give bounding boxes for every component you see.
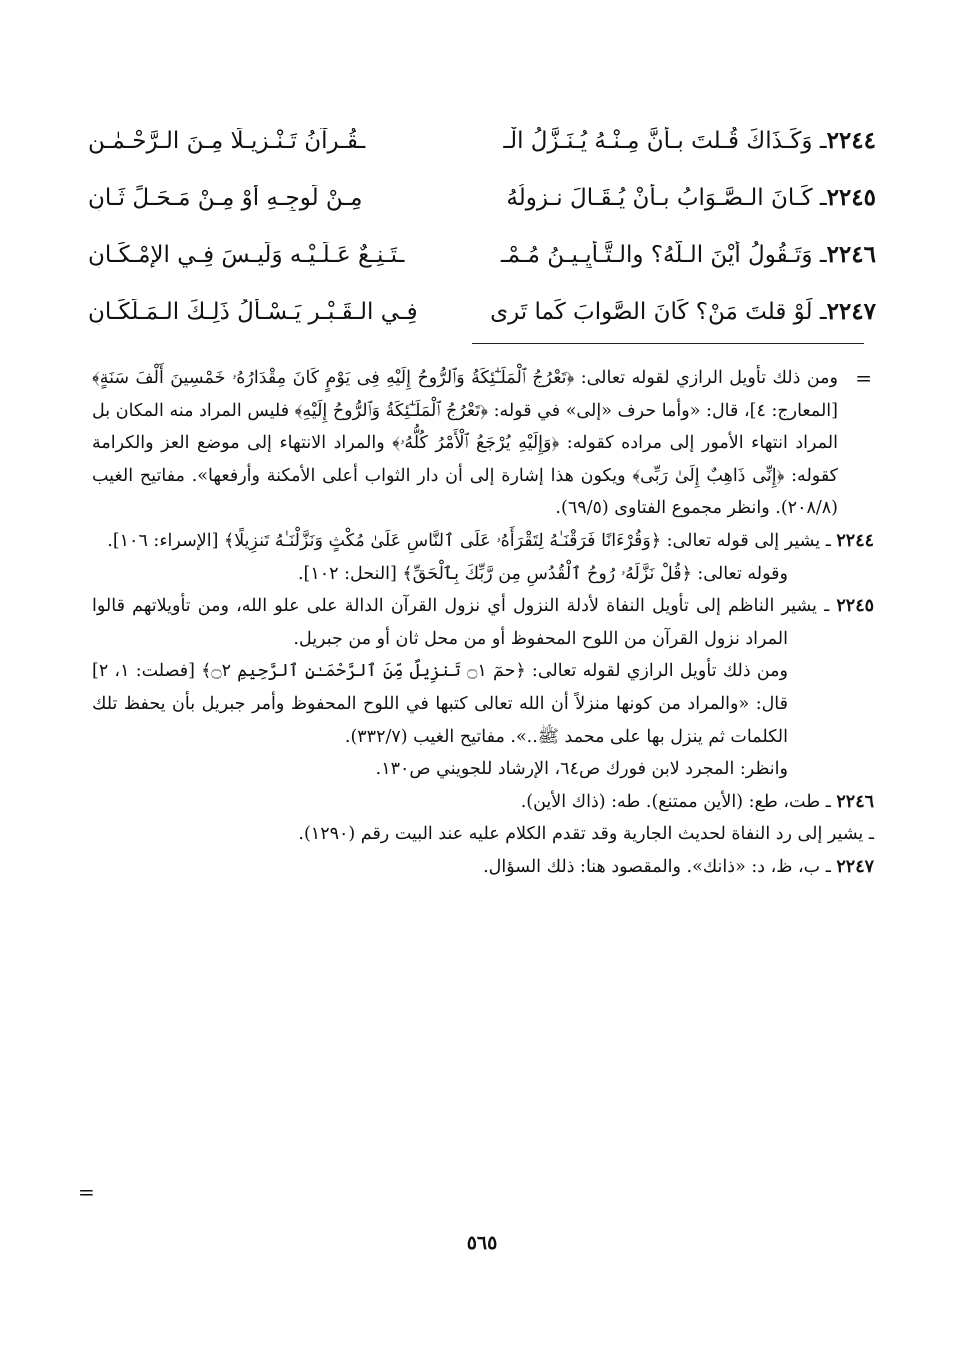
verse-second-hemistich: ـتَـنِـعٌ عَـلَـيْـه وَلَيـسَ فِـي الإمْـكَـانِ [88, 241, 405, 268]
footnotes [92, 362, 874, 884]
verse-number: ٢٢٤٥ [826, 184, 876, 211]
verse-second-hemistich: فِـي الـقَـبْـرِ يَـسْـأَلُ ذَلِـكَ الـمَـلَكَـانِ [88, 298, 418, 325]
verse-second-hemistich: ـقُـرآنُ تَـنْـزِيـلًا مِـنَ الـرَّحْـمٰـنِ [88, 127, 366, 154]
poem-verses [88, 112, 876, 340]
footnote: ٢٢٤٥ ـ يشير الناظم إلى تأويل النفاة لأدلة النزول أي نزول القرآن الدالة على علو الله، ومن تأويلاتهم قالوا المراد نزول القرآن من اللوح المحفوظ أو من محل ثان أو من جبريل. [92, 596, 874, 649]
footnote: ٢٢٤٦ ـ طت، طع: (الأين ممتنع). طه: (ذاك الأين). [520, 791, 874, 812]
verse-line [88, 283, 876, 340]
footnote-paragraph: وانظر: المجرد لابن فورك ص٦٤، الإرشاد للجويني ص١٣٠. [375, 759, 788, 780]
verse-number: ٢٢٤٦ [826, 241, 876, 268]
footnote: ٢٢٤٤ ـ يشير إلى قوله تعالى: ﴿وَقُرْءَانًا فَرَقْنَـٰهُ لِتَقْرَأَهُۥ عَلَى ٱلنَّاسِ عَلَىٰ مُكْثٍ وَنَزَّلْنَـٰهُ تَنزِيلًا﴾ [الإسراء: ١٠٦]. [107, 530, 874, 551]
verse-line [88, 226, 876, 283]
verse-number: ٢٢٤٤ [826, 127, 876, 154]
footnote-ref: ٢٢٤٥ [836, 596, 874, 617]
verse-first-hemistich: ٢٢٤٦ـ وَتَـقُولُ أيْنَ الـلَّهُ؟ والـتَّـأيِـيـنُ مُـمْـ [500, 241, 876, 268]
verse-second-hemistich: مِـنْ لَوجِـهِ أوْ مِـنْ مَـحَـلٍّ ثَـانِ [88, 184, 363, 211]
footnote-paragraph: ـ يشير إلى رد النفاة لحديث الجارية وقد تقدم الكلام عليه عند البيت رقم (١٢٩٠). [298, 824, 874, 845]
verse-first-hemistich: ٢٢٤٧ـ لَوْ قلتَ مَنْ؟ كَانَ الصَّوابَ كَما تَرى [490, 298, 876, 325]
footnote-ref: ٢٢٤٦ [836, 791, 874, 812]
footnote-ref: ٢٢٤٧ [836, 856, 874, 877]
footnote-ref: ٢٢٤٤ [836, 530, 874, 551]
verse-line [88, 169, 876, 226]
verse-first-hemistich: ٢٢٤٤ـ وَكَـذَاكَ قُـلتَ بـأنَّ مِـنْـهُ يُـنَـزَّلُ الْـ [503, 127, 876, 154]
verse-number: ٢٢٤٧ [826, 298, 876, 325]
page-number: ٥٦٥ [466, 1232, 498, 1254]
footnote-paragraph: وقوله تعالى: ﴿قُلْ نَزَّلَهُۥ رُوحُ ٱلْقُدُسِ مِن رَّبِّكَ بِٱلْحَقِّ﴾ [النحل: ١٠٢]. [297, 563, 788, 584]
verse-line [88, 112, 876, 169]
footnote-paragraph: ومن ذلك تأويل الرازي لقوله تعالى: ﴿حمٓ ۝١ تَنزِيلٌ مِّنَ ٱلرَّحْمَـٰنِ ٱلرَّحِيمِ ۝٢﴾ [فصلت: ١، ٢] قال: «والمراد من كونها منزلاً أن الله تعالى كتبها في اللوح المحفوظ وأمر جبريل بأن يحفظ تلك الكلمات ثم ينزل بها على محمد ﷺ..». مفاتيح الغيب (٣٣٢/٧). [92, 661, 788, 747]
verse-first-hemistich: ٢٢٤٥ـ كَـانَ الـصَّـوَابُ بـأنْ يُـقَـالَ نـزولُهُ [506, 184, 876, 211]
footnote-separator [472, 343, 864, 344]
footnote-continuation: ومن ذلك تأويل الرازي لقوله تعالى: ﴿تَعْرُجُ ٱلْمَلَـٰٓئِكَةُ وَٱلرُّوحُ إِلَيْهِ فِى يَوْمٍ كَانَ مِقْدَارُهُۥ خَمْسِينَ أَلْفَ سَنَةٍ﴾ [المعارج: ٤]، قال: «وأما حرف «إلى» في قوله: ﴿تَعْرُجُ ٱلْمَلَـٰٓئِكَةُ وَٱلرُّوحُ إِلَيْهِ﴾ فليس المراد منه المكان بل المراد انتهاء الأمور إلى مراده كقوله: ﴿وَإِلَيْهِ يُرْجَعُ ٱلْأَمْرُ كُلُّهُۥ﴾ والمراد الانتهاء إلى موضع العز والكرامة كقوله: ﴿إِنِّى ذَاهِبٌ إِلَىٰ رَبِّى﴾ ويكون هذا إشارة إلى أن دار الثواب أعلى الأمكنة وأرفعها». مفاتيح الغيب (٢٠٨/٨). وانظر مجموع الفتاوى (٦٩/٥). [92, 368, 838, 519]
continues-on-mark: = [78, 1180, 95, 1204]
continued-from-mark: = [855, 366, 872, 390]
footnote: ٢٢٤٧ ـ ب، ظ، د: «ذانك». والمقصود هنا: ذلك السؤال. [483, 856, 874, 877]
